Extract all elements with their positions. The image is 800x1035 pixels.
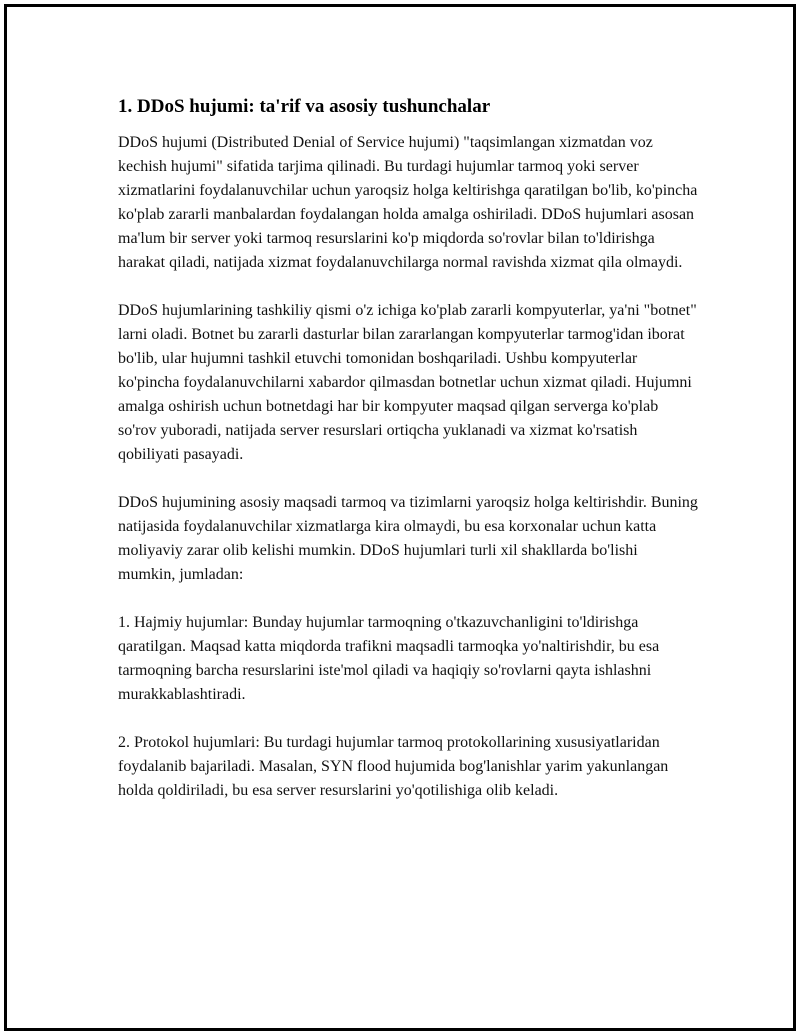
section-heading: 1. DDoS hujumi: ta'rif va asosiy tushunchalar bbox=[118, 96, 491, 117]
paragraph-definition: DDoS hujumi (Distributed Denial of Service hujumi) "taqsimlangan xizmatdan voz kechish hujumi" sifatida tarjima qilinadi. Bu turdagi hujumlar tarmoq yoki server xizmatlarini foydalanuvchilar uchun yaroqsiz holga keltirishga qaratilgan bo'lib, ko'pincha ko'plab zararli manbalardan foydalangan holda amalga oshiriladi. DDoS hujumlari asosan ma'lum bir server yoki tarmoq resurslarini ko'p miqdorda so'rovlar bilan to'ldirishga harakat qiladi, natijada xizmat foydalanuvchilarga normal ravishda xizmat qila olmaydi. bbox=[118, 134, 698, 271]
paragraph-volumetric-attacks: 1. Hajmiy hujumlar: Bunday hujumlar tarmoqning o'tkazuvchanligini to'ldirishga qaratilgan. Maqsad katta miqdorda trafikni maqsadli tarmoqka yo'naltirishdir, bu esa tarmoqning barcha resurslarini iste'mol qiladi va haqiqiy so'rovlarni qayta ishlashni murakkablashtiradi. bbox=[118, 614, 660, 703]
paragraph-goal: DDoS hujumining asosiy maqsadi tarmoq va tizimlarni yaroqsiz holga keltirishdir. Buning natijasida foydalanuvchilar xizmatlarga kira olmaydi, bu esa korxonalar uchun katta moliyaviy zarar olib kelishi mumkin. DDoS hujumlari turli xil shakllarda bo'lishi mumkin, jumladan: bbox=[118, 494, 698, 583]
paragraph-protocol-attacks: 2. Protokol hujumlari: Bu turdagi hujumlar tarmoq protokollarining xususiyatlaridan foydalanib bajariladi. Masalan, SYN flood hujumida bog'lanishlar yarim yakunlangan holda qoldiriladi, bu esa server resurslarini yo'qotilishiga olib keladi. bbox=[118, 734, 669, 799]
paragraph-botnet: DDoS hujumlarining tashkiliy qismi o'z ichiga ko'plab zararli kompyuterlar, ya'ni "botnet" larni oladi. Botnet bu zararli dasturlar bilan zararlangan kompyuterlar tarmog'idan iborat bo'lib, ular hujumni tashkil etuvchi tomonidan boshqariladi. Ushbu kompyuterlar ko'pincha foydalanuvchilarni xabardor qilmasdan botnetlar uchun xizmat qiladi. Hujumni amalga oshirish uchun botnetdagi har bir kompyuter maqsad qilgan serverga ko'plab so'rov yuboradi, natijada server resurslari ortiqcha yuklanadi va xizmat ko'rsatish qobiliyati pasayadi. bbox=[118, 302, 697, 463]
document-body bbox=[118, 95, 698, 827]
